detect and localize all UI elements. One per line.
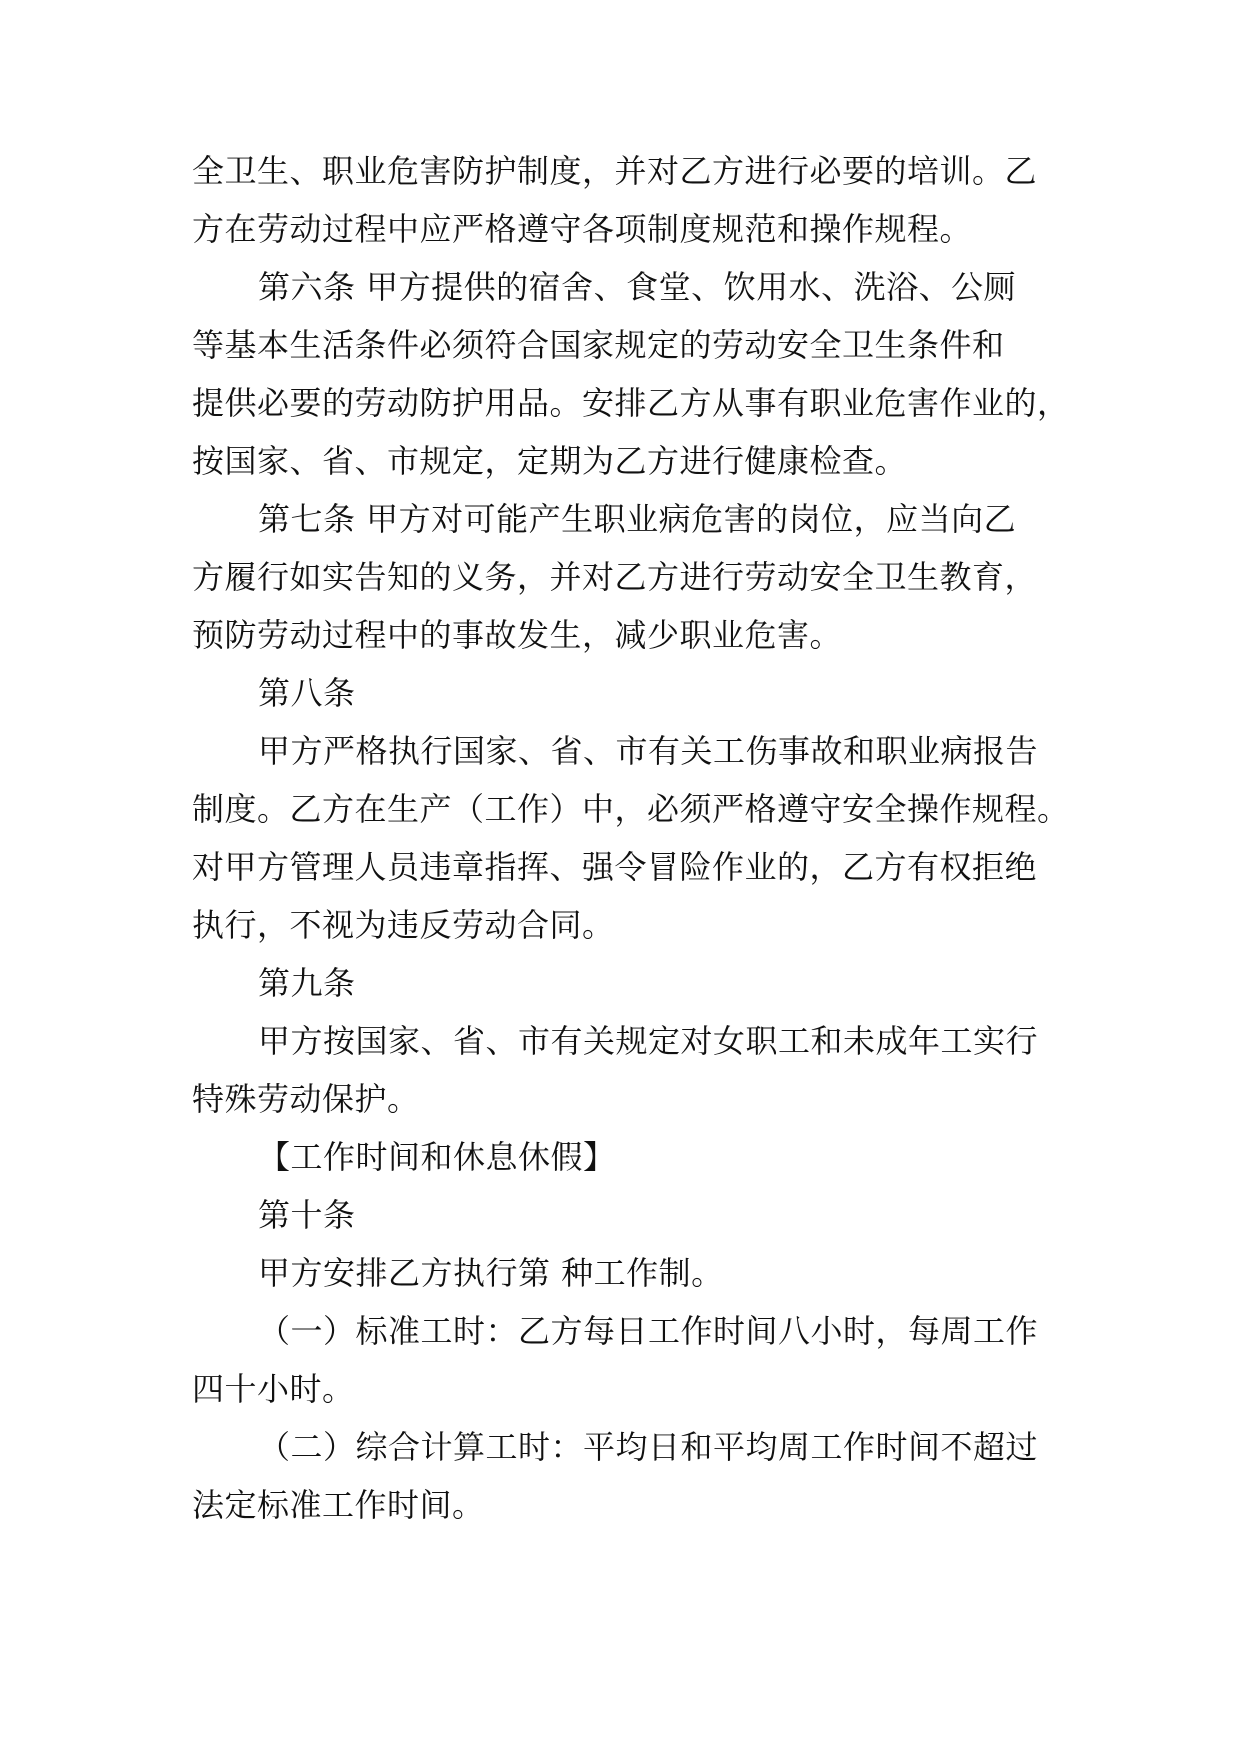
text-line: 四十小时。	[192, 1370, 355, 1408]
text-line: 甲方严格执行国家、省、市有关工伤事故和职业病报告	[258, 732, 1039, 770]
article-7-line: 第七条 甲方对可能产生职业病危害的岗位，应当向乙	[258, 500, 1017, 538]
text-line: 甲方按国家、省、市有关规定对女职工和未成年工实行	[258, 1022, 1039, 1060]
article-10-heading: 第十条	[258, 1196, 356, 1234]
text-line: 预防劳动过程中的事故发生，减少职业危害。	[192, 616, 843, 654]
text-line: 法定标准工作时间。	[192, 1486, 485, 1524]
text-line: 按国家、省、市规定，定期为乙方进行健康检查。	[192, 442, 908, 480]
text-line: 方履行如实告知的义务，并对乙方进行劳动安全卫生教育，	[192, 558, 1038, 596]
text-line: 甲方安排乙方执行第 种工作制。	[258, 1254, 724, 1292]
article-8-heading: 第八条	[258, 674, 356, 712]
text-line: 方在劳动过程中应严格遵守各项制度规范和操作规程。	[192, 210, 973, 248]
text-line: 对甲方管理人员违章指挥、强令冒险作业的，乙方有权拒绝	[192, 848, 1038, 886]
text-line: 等基本生活条件必须符合国家规定的劳动安全卫生条件和	[192, 326, 1005, 364]
text-line: 制度。乙方在生产（工作）中，必须严格遵守安全操作规程。	[192, 790, 1070, 828]
clause-1-line: （一）标准工时：乙方每日工作时间八小时，每周工作	[258, 1312, 1039, 1350]
text-line: 提供必要的劳动防护用品。安排乙方从事有职业危害作业的，	[192, 384, 1070, 422]
clause-2-line: （二）综合计算工时：平均日和平均周工作时间不超过	[258, 1428, 1039, 1466]
text-line: 执行，不视为违反劳动合同。	[192, 906, 615, 944]
article-9-heading: 第九条	[258, 964, 356, 1002]
article-6-line: 第六条 甲方提供的宿舍、食堂、饮用水、洗浴、公厕	[258, 268, 1017, 306]
section-heading: 【工作时间和休息休假】	[258, 1138, 616, 1176]
text-line: 全卫生、职业危害防护制度，并对乙方进行必要的培训。乙	[192, 152, 1038, 190]
text-line: 特殊劳动保护。	[192, 1080, 420, 1118]
